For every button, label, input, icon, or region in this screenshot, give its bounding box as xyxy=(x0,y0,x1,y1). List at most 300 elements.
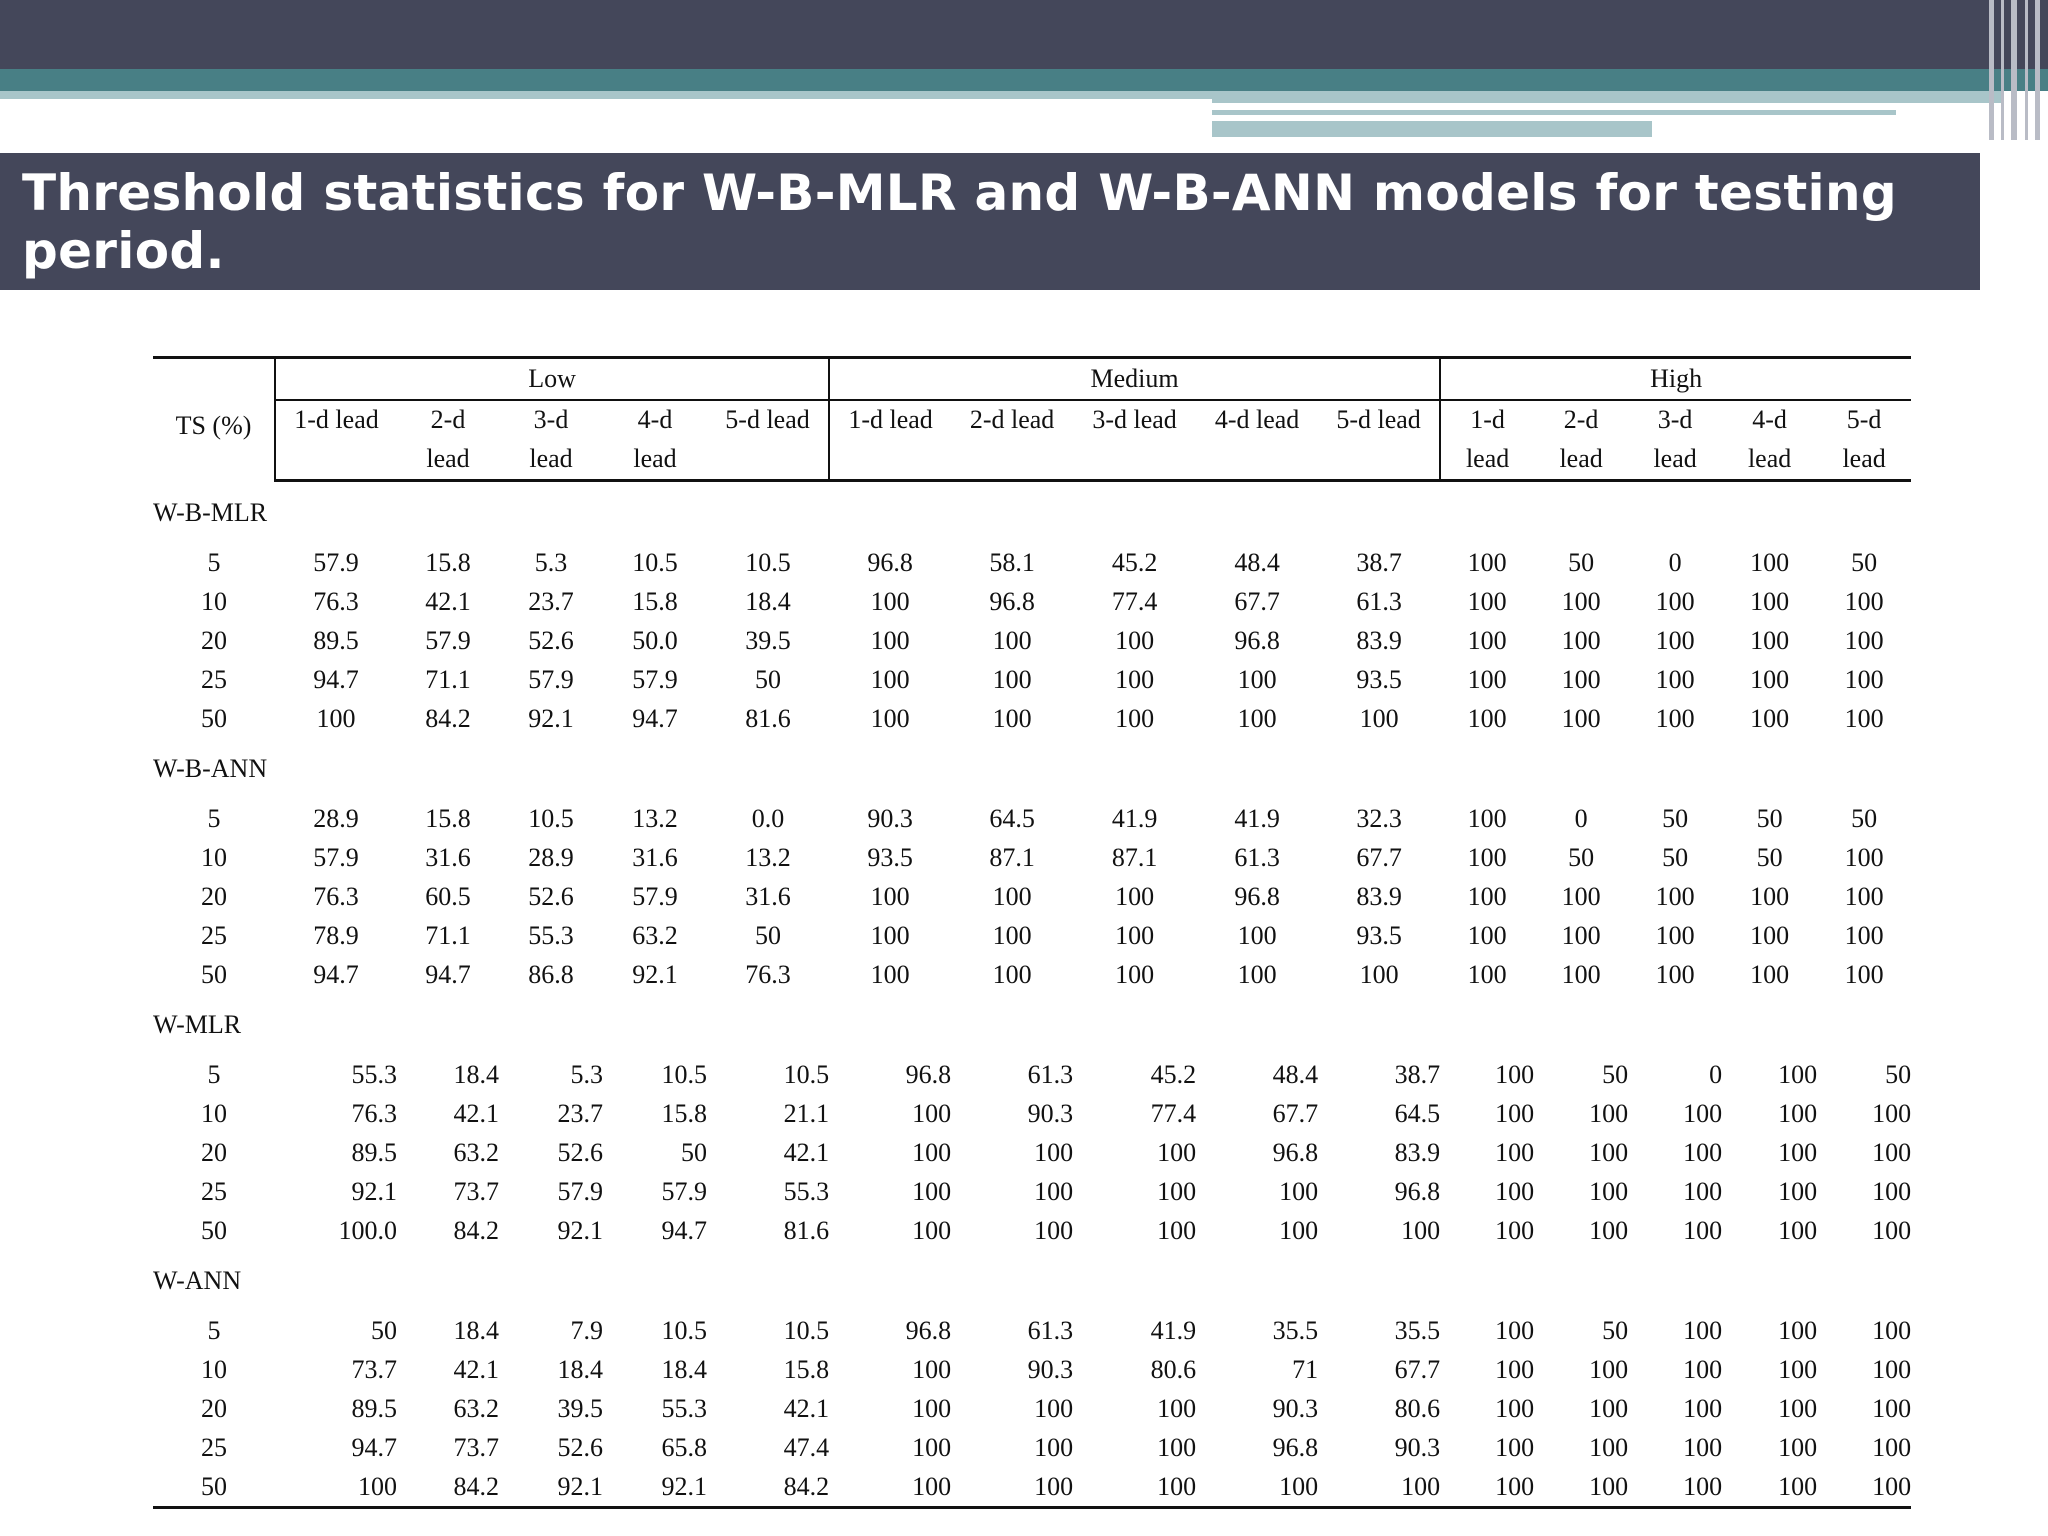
ts-value: 25 xyxy=(201,920,227,950)
slide-corner-lines xyxy=(1985,0,2048,140)
table-cell: 100 xyxy=(1844,920,1884,950)
table-cell: 13.2 xyxy=(745,842,791,872)
table-cell: 35.5 xyxy=(1394,1315,1441,1345)
table-cell: 92.1 xyxy=(528,703,574,733)
ts-value: 50 xyxy=(201,959,227,989)
table-cell: 100 xyxy=(1750,881,1790,911)
table-cell: 100 xyxy=(1844,586,1884,616)
table-cell: 100 xyxy=(1872,1176,1912,1206)
table-row xyxy=(153,699,1911,738)
lead-header-row xyxy=(153,400,1911,439)
table-cell: 100 xyxy=(1073,1467,1196,1508)
ts-value: 50 xyxy=(201,1215,227,1245)
ts-value: 5 xyxy=(207,803,221,833)
lead-header: lead xyxy=(603,439,707,481)
table-cell: 21.1 xyxy=(783,1098,830,1128)
table-cell: 100 xyxy=(1750,959,1790,989)
table-cell: 100 xyxy=(912,1176,952,1206)
table-cell: 83.9 xyxy=(1394,1137,1441,1167)
slide-accent-strip xyxy=(1212,91,2002,103)
table-cell: 50.0 xyxy=(632,625,678,655)
table-cell: 50 xyxy=(755,664,782,694)
table-body xyxy=(153,481,1911,1508)
table-row xyxy=(153,1350,1911,1389)
table-cell: 100 xyxy=(1778,1393,1818,1423)
table-cell: 100 xyxy=(1872,1098,1912,1128)
table-cell: 10.5 xyxy=(661,1315,707,1345)
table-cell: 63.2 xyxy=(453,1137,499,1167)
table-cell: 76.3 xyxy=(313,586,359,616)
table-cell: 100 xyxy=(870,881,910,911)
table-cell: 47.4 xyxy=(783,1432,830,1462)
table-cell: 10.5 xyxy=(783,1315,830,1345)
lead-header: 4-d xyxy=(1752,405,1787,434)
table-cell: 87.1 xyxy=(1111,842,1158,872)
table-cell: 100 xyxy=(1750,664,1790,694)
table-cell: 100 xyxy=(1237,959,1277,989)
table-row xyxy=(153,1389,1911,1428)
table-cell: 100 xyxy=(1589,1176,1629,1206)
table-cell: 50 xyxy=(755,920,782,950)
table-cell: 13.2 xyxy=(632,803,678,833)
table-cell: 100 xyxy=(1872,1315,1912,1345)
table-cell: 90.3 xyxy=(867,803,913,833)
table-cell: 89.5 xyxy=(313,625,359,655)
table-cell: 28.9 xyxy=(528,842,574,872)
table-cell: 100 xyxy=(992,625,1032,655)
table-cell: 73.7 xyxy=(351,1354,397,1384)
ts-value: 20 xyxy=(201,881,227,911)
section-label: W-MLR xyxy=(153,1009,242,1039)
table-cell: 10.5 xyxy=(632,547,678,577)
table-cell: 100 xyxy=(1401,1215,1441,1245)
table-cell: 100 xyxy=(912,1354,952,1384)
table-row xyxy=(153,1055,1911,1094)
table-cell: 55.3 xyxy=(783,1176,830,1206)
ts-value: 10 xyxy=(201,1098,227,1128)
section-label: W-ANN xyxy=(153,1265,242,1295)
table-cell: 100 xyxy=(992,920,1032,950)
table-cell: 67.7 xyxy=(1394,1354,1441,1384)
table-cell: 100 xyxy=(1844,625,1884,655)
table-cell: 94.7 xyxy=(661,1215,707,1245)
table-cell: 50 xyxy=(1885,1059,1912,1089)
table-cell: 94.7 xyxy=(313,959,359,989)
table-cell: 100 xyxy=(1196,1467,1318,1508)
lead-header xyxy=(707,439,829,481)
slide-accent-strip xyxy=(0,91,1212,99)
table-cell: 67.7 xyxy=(1356,842,1402,872)
table-row xyxy=(153,1311,1911,1350)
table-cell: 39.5 xyxy=(745,625,791,655)
table-cell: 100 xyxy=(1844,664,1884,694)
table-cell: 84.2 xyxy=(453,1215,499,1245)
lead-header xyxy=(275,439,397,481)
table-cell: 100 xyxy=(1655,586,1695,616)
table-cell: 100 xyxy=(1467,625,1507,655)
table-cell: 100 xyxy=(1561,625,1601,655)
table-row xyxy=(153,1133,1911,1172)
table-cell: 100 xyxy=(1495,1315,1535,1345)
table-row xyxy=(153,916,1911,955)
table-cell: 71.1 xyxy=(425,664,471,694)
table-cell: 67.7 xyxy=(1234,586,1280,616)
table-cell: 100 xyxy=(1359,959,1399,989)
table-cell: 42.1 xyxy=(453,1098,499,1128)
table-cell: 100 xyxy=(1495,1432,1535,1462)
table-cell: 92.1 xyxy=(632,959,678,989)
table-cell: 100 xyxy=(1683,1137,1723,1167)
table-cell: 100 xyxy=(1872,1354,1912,1384)
table-cell: 31.6 xyxy=(425,842,471,872)
table-cell: 100 xyxy=(1683,1354,1723,1384)
table-row xyxy=(153,1428,1911,1467)
ts-value: 20 xyxy=(201,1137,227,1167)
lead-header: 1-d xyxy=(1470,405,1505,434)
table-cell: 100 xyxy=(1157,1393,1197,1423)
table-cell: 50 xyxy=(1756,803,1783,833)
table-cell: 50 xyxy=(1851,547,1878,577)
table-cell: 100 xyxy=(1778,1098,1818,1128)
title-banner xyxy=(0,153,1980,290)
table-cell: 65.8 xyxy=(661,1432,707,1462)
table-cell: 100 xyxy=(1655,920,1695,950)
ts-value: 25 xyxy=(201,664,227,694)
table-cell: 100 xyxy=(1778,1354,1818,1384)
table-cell: 96.8 xyxy=(1272,1137,1319,1167)
table-cell: 100 xyxy=(1589,1215,1629,1245)
table-row xyxy=(153,660,1911,699)
table-cell: 92.1 xyxy=(499,1467,603,1508)
threshold-statistics-table xyxy=(153,356,1911,1509)
ts-value: 5 xyxy=(207,1315,221,1345)
table-cell: 50 xyxy=(1662,842,1689,872)
table-cell: 100 xyxy=(1655,703,1695,733)
table-row xyxy=(153,955,1911,994)
table-cell: 100 xyxy=(1683,1215,1723,1245)
table-cell: 81.6 xyxy=(783,1215,830,1245)
table-cell: 94.7 xyxy=(425,959,471,989)
table-cell: 28.9 xyxy=(313,803,359,833)
table-cell: 52.6 xyxy=(528,881,574,911)
table-cell: 100 xyxy=(870,586,910,616)
table-row xyxy=(153,877,1911,916)
table-cell: 80.6 xyxy=(1150,1354,1197,1384)
table-cell: 100 xyxy=(1495,1137,1535,1167)
table-cell: 63.2 xyxy=(453,1393,499,1423)
lead-header xyxy=(1073,439,1196,481)
lead-header xyxy=(1196,439,1318,481)
table-cell: 77.4 xyxy=(1150,1098,1197,1128)
table-cell: 100 xyxy=(1778,1215,1818,1245)
table-cell: 100 xyxy=(1157,1215,1197,1245)
section-row xyxy=(153,481,1911,544)
table-cell: 100 xyxy=(1844,842,1884,872)
lead-header: lead xyxy=(1722,439,1817,481)
table-cell: 50 xyxy=(1662,803,1689,833)
table-cell: 90.3 xyxy=(1027,1354,1074,1384)
table-cell: 92.1 xyxy=(351,1176,397,1206)
lead-header: 5-d lead xyxy=(1318,400,1440,439)
table-cell: 86.8 xyxy=(528,959,574,989)
slide-top-bar xyxy=(0,0,2048,69)
table-cell: 83.9 xyxy=(1356,625,1402,655)
lead-header: 3-d lead xyxy=(1092,405,1177,434)
slide-accent-band xyxy=(0,69,2048,91)
table-cell: 100 xyxy=(1750,586,1790,616)
table-row xyxy=(153,621,1911,660)
lead-header xyxy=(1318,439,1440,481)
table-cell: 15.8 xyxy=(425,803,471,833)
table-cell: 50 xyxy=(1568,842,1595,872)
table-cell: 100 xyxy=(912,1432,952,1462)
table-cell: 10.5 xyxy=(661,1059,707,1089)
table-cell: 100 xyxy=(1561,881,1601,911)
table-cell: 100 xyxy=(1495,1393,1535,1423)
table-cell: 100 xyxy=(992,703,1032,733)
table-cell: 7.9 xyxy=(570,1315,603,1345)
table-cell: 96.8 xyxy=(867,547,913,577)
table-cell: 100 xyxy=(1844,703,1884,733)
table-cell: 42.1 xyxy=(453,1354,499,1384)
ts-value: 50 xyxy=(201,703,227,733)
table-row xyxy=(153,1467,1911,1508)
table-cell: 50 xyxy=(1602,1059,1629,1089)
table-cell: 23.7 xyxy=(528,586,574,616)
table-cell: 50 xyxy=(1851,803,1878,833)
table-cell: 100 xyxy=(1115,703,1155,733)
table-cell: 100 xyxy=(1872,1393,1912,1423)
table-cell: 100 xyxy=(1872,1432,1912,1462)
table-cell: 18.4 xyxy=(661,1354,707,1384)
lead-header: lead xyxy=(1817,439,1911,481)
table-cell: 15.8 xyxy=(783,1354,830,1384)
table-cell: 100 xyxy=(1495,1215,1535,1245)
table-cell: 57.9 xyxy=(425,625,471,655)
table-cell: 100 xyxy=(992,664,1032,694)
table-cell: 100 xyxy=(1467,959,1507,989)
table-cell: 52.6 xyxy=(528,625,574,655)
table-cell: 55.3 xyxy=(351,1059,397,1089)
table-cell: 96.8 xyxy=(1272,1432,1319,1462)
table-cell: 100 xyxy=(1778,1137,1818,1167)
table-cell: 45.2 xyxy=(1150,1059,1197,1089)
table-cell: 100 xyxy=(1115,881,1155,911)
table-cell: 100 xyxy=(1844,959,1884,989)
table-cell: 60.5 xyxy=(425,881,471,911)
table-cell: 100 xyxy=(1467,842,1507,872)
section-row xyxy=(153,1250,1911,1311)
lead-header: 3-d xyxy=(1657,405,1693,434)
table-cell: 39.5 xyxy=(557,1393,603,1423)
ts-value: 10 xyxy=(201,586,227,616)
lead-header: lead xyxy=(1440,439,1534,481)
table-cell: 18.4 xyxy=(745,586,791,616)
table-cell: 100 xyxy=(1467,881,1507,911)
table-cell: 100 xyxy=(1440,1467,1534,1508)
table-cell: 100 xyxy=(870,920,910,950)
ts-value: 20 xyxy=(201,625,227,655)
table-cell: 100 xyxy=(1534,1467,1628,1508)
table-cell: 18.4 xyxy=(557,1354,603,1384)
slide-accent-strip xyxy=(1212,110,1896,115)
table-cell: 96.8 xyxy=(905,1059,952,1089)
table-cell: 100 xyxy=(829,1467,951,1508)
table-cell: 57.9 xyxy=(661,1176,707,1206)
table-cell: 58.1 xyxy=(989,547,1035,577)
table-cell: 100 xyxy=(275,1467,397,1508)
table-cell: 100 xyxy=(1683,1098,1723,1128)
table-cell: 100 xyxy=(1750,625,1790,655)
table-cell: 96.8 xyxy=(989,586,1035,616)
lead-header: 3-d xyxy=(533,405,569,434)
table-row xyxy=(153,582,1911,621)
group-header-row xyxy=(153,358,1911,401)
table-cell: 100 xyxy=(1589,1098,1629,1128)
table-cell: 41.9 xyxy=(1111,803,1158,833)
table-cell: 93.5 xyxy=(1356,920,1402,950)
table-cell: 100 xyxy=(1683,1432,1723,1462)
table-cell: 42.1 xyxy=(783,1393,830,1423)
ts-value: 5 xyxy=(207,1059,221,1089)
table-cell: 100 xyxy=(1872,1137,1912,1167)
ts-value: 10 xyxy=(201,842,227,872)
lead-header: 1-d lead xyxy=(294,405,379,434)
table-cell: 84.2 xyxy=(707,1467,829,1508)
table-cell: 73.7 xyxy=(453,1176,499,1206)
table-cell: 61.3 xyxy=(1234,842,1280,872)
lead-header: 2-d xyxy=(1563,405,1599,434)
table-cell: 76.3 xyxy=(745,959,791,989)
table-cell: 10.5 xyxy=(528,803,574,833)
group-header-low: Low xyxy=(275,358,829,401)
table-cell: 100 xyxy=(1359,703,1399,733)
table-cell: 100 xyxy=(1115,664,1155,694)
table-cell: 15.8 xyxy=(425,547,471,577)
table-cell: 5.3 xyxy=(570,1059,603,1089)
section-row xyxy=(153,994,1911,1055)
table-cell: 31.6 xyxy=(632,842,678,872)
table-cell: 64.5 xyxy=(989,803,1035,833)
table-cell: 89.5 xyxy=(351,1137,397,1167)
table-cell: 94.7 xyxy=(351,1432,397,1462)
table-cell: 100 xyxy=(1561,703,1601,733)
table-cell: 100 xyxy=(1872,1215,1912,1245)
table-cell: 77.4 xyxy=(1111,586,1158,616)
ts-value: 20 xyxy=(201,1393,227,1423)
table-cell: 84.2 xyxy=(425,703,471,733)
table-cell: 52.6 xyxy=(557,1432,603,1462)
table-cell: 41.9 xyxy=(1150,1315,1197,1345)
table-cell: 73.7 xyxy=(453,1432,499,1462)
table-cell: 57.9 xyxy=(313,547,359,577)
table-cell: 100 xyxy=(1495,1354,1535,1384)
table-cell: 100 xyxy=(1778,1176,1818,1206)
table-cell: 100 xyxy=(1157,1137,1197,1167)
table-cell: 100 xyxy=(1655,625,1695,655)
table-cell: 83.9 xyxy=(1356,881,1402,911)
lead-header: 4-d xyxy=(637,405,673,434)
table-cell: 61.3 xyxy=(1027,1059,1074,1089)
table-cell: 100 xyxy=(912,1215,952,1245)
table-cell: 55.3 xyxy=(661,1393,707,1423)
table-cell: 100 xyxy=(1157,1176,1197,1206)
table-cell: 64.5 xyxy=(1394,1098,1441,1128)
table-cell: 89.5 xyxy=(351,1393,397,1423)
table-cell: 90.3 xyxy=(1272,1393,1319,1423)
table-row xyxy=(153,1094,1911,1133)
table-cell: 100 xyxy=(1034,1137,1074,1167)
table-cell: 50 xyxy=(1568,547,1595,577)
table-cell: 100 xyxy=(1589,1137,1629,1167)
lead-header-row xyxy=(153,439,1911,481)
lead-header: lead xyxy=(397,439,499,481)
table-cell: 100 xyxy=(1237,664,1277,694)
table-cell: 100 xyxy=(1034,1432,1074,1462)
table-cell: 48.4 xyxy=(1234,547,1280,577)
table-cell: 100 xyxy=(1467,586,1507,616)
table-cell: 100 xyxy=(912,1098,952,1128)
table-cell: 67.7 xyxy=(1272,1098,1319,1128)
table-cell: 45.2 xyxy=(1111,547,1158,577)
table-cell: 23.7 xyxy=(557,1098,603,1128)
table-cell: 100 xyxy=(1115,920,1155,950)
table-cell: 100 xyxy=(1467,547,1507,577)
table-cell: 87.1 xyxy=(989,842,1035,872)
table-cell: 96.8 xyxy=(1234,881,1280,911)
table-cell: 100 xyxy=(1778,1315,1818,1345)
table-cell: 18.4 xyxy=(453,1059,499,1089)
table-cell: 100 xyxy=(1750,703,1790,733)
table-cell: 57.9 xyxy=(632,664,678,694)
table-cell: 100 xyxy=(1655,959,1695,989)
table-cell: 57.9 xyxy=(528,664,574,694)
table-cell: 100 xyxy=(1628,1467,1722,1508)
table-cell: 100 xyxy=(1034,1176,1074,1206)
table-cell: 15.8 xyxy=(632,586,678,616)
table-cell: 76.3 xyxy=(351,1098,397,1128)
table-cell: 100 xyxy=(1589,1354,1629,1384)
table-cell: 100 xyxy=(1561,959,1601,989)
group-header-medium: Medium xyxy=(829,358,1440,401)
table-cell: 100 xyxy=(1467,664,1507,694)
table-cell: 0 xyxy=(1709,1059,1723,1089)
table-cell: 100 xyxy=(1683,1176,1723,1206)
table-cell: 52.6 xyxy=(557,1137,603,1167)
table-row xyxy=(153,1211,1911,1250)
table-cell: 100 xyxy=(1683,1393,1723,1423)
table-cell: 100 xyxy=(1467,920,1507,950)
table-cell: 71 xyxy=(1292,1354,1319,1384)
table-cell: 100 xyxy=(1655,664,1695,694)
table-cell: 96.8 xyxy=(1394,1176,1441,1206)
table-cell: 100.0 xyxy=(338,1215,397,1245)
table-cell: 94.7 xyxy=(632,703,678,733)
table-cell: 38.7 xyxy=(1394,1059,1441,1089)
table-cell: 92.1 xyxy=(557,1215,603,1245)
table-cell: 100 xyxy=(870,703,910,733)
table-cell: 100 xyxy=(1589,1393,1629,1423)
table-cell: 100 xyxy=(992,959,1032,989)
table-cell: 50 xyxy=(681,1137,707,1167)
ts-value: 25 xyxy=(201,1176,227,1206)
table-cell: 100 xyxy=(1655,881,1695,911)
ts-value: 25 xyxy=(201,1432,227,1462)
table-cell: 35.5 xyxy=(1272,1315,1319,1345)
table-cell: 57.9 xyxy=(313,842,359,872)
table-cell: 94.7 xyxy=(313,664,359,694)
table-cell: 100 xyxy=(1778,1432,1818,1462)
